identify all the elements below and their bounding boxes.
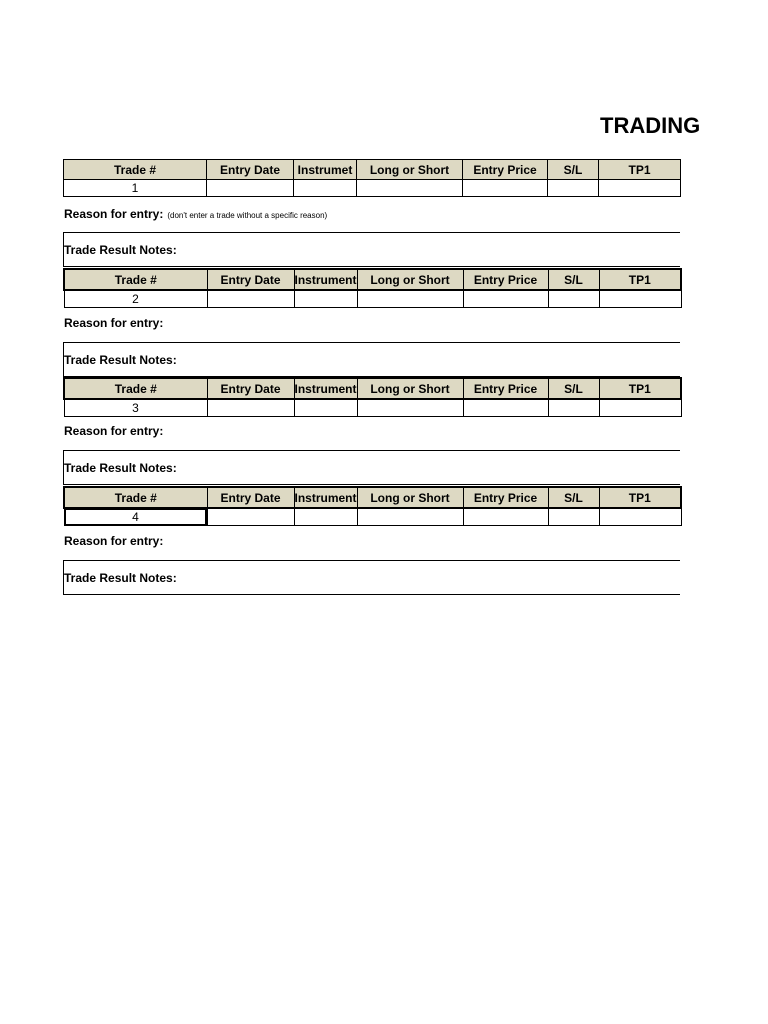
header-entry-price: Entry Price bbox=[463, 378, 548, 399]
trade-header-row bbox=[64, 160, 681, 180]
reason-for-entry-2 bbox=[64, 315, 163, 331]
trade-number-cell[interactable]: 2 bbox=[64, 290, 207, 308]
stop-loss-cell[interactable] bbox=[548, 508, 599, 526]
entry-date-cell[interactable] bbox=[207, 399, 294, 417]
trade-header-row bbox=[64, 378, 681, 399]
tp1-cell[interactable] bbox=[599, 508, 681, 526]
trade-result-notes-4[interactable] bbox=[63, 560, 680, 595]
header-stop-loss: S/L bbox=[548, 487, 599, 508]
header-trade-number: Trade # bbox=[64, 378, 207, 399]
header-trade-number: Trade # bbox=[64, 160, 207, 180]
trade-table-3 bbox=[63, 377, 682, 417]
header-instrument: Instrument bbox=[294, 378, 357, 399]
header-entry-date: Entry Date bbox=[207, 487, 294, 508]
tp1-cell[interactable] bbox=[599, 290, 681, 308]
entry-date-cell[interactable] bbox=[207, 290, 294, 308]
trade-header-row bbox=[64, 269, 681, 290]
header-stop-loss: S/L bbox=[548, 378, 599, 399]
tp1-cell[interactable] bbox=[599, 180, 681, 197]
entry-date-cell[interactable] bbox=[207, 180, 294, 197]
header-tp1: TP1 bbox=[599, 160, 681, 180]
instrument-cell[interactable] bbox=[294, 399, 357, 417]
instrument-cell[interactable] bbox=[294, 508, 357, 526]
notes-label: Trade Result Notes: bbox=[64, 461, 177, 475]
trade-value-row bbox=[64, 399, 681, 417]
header-instrument: Instrument bbox=[294, 269, 357, 290]
long-or-short-cell[interactable] bbox=[357, 180, 463, 197]
reason-for-entry-4 bbox=[64, 533, 163, 549]
trade-result-notes-2[interactable] bbox=[63, 342, 680, 377]
stop-loss-cell[interactable] bbox=[548, 180, 599, 197]
reason-label: Reason for entry: bbox=[64, 534, 164, 548]
entry-price-cell[interactable] bbox=[463, 508, 548, 526]
long-or-short-cell[interactable] bbox=[357, 508, 463, 526]
reason-label: Reason for entry: bbox=[64, 316, 164, 330]
notes-label: Trade Result Notes: bbox=[64, 353, 177, 367]
header-entry-price: Entry Price bbox=[463, 487, 548, 508]
header-tp1: TP1 bbox=[599, 269, 681, 290]
header-instrument: Instrument bbox=[294, 487, 357, 508]
header-entry-price: Entry Price bbox=[463, 160, 548, 180]
header-tp1: TP1 bbox=[599, 487, 681, 508]
header-stop-loss: S/L bbox=[548, 269, 599, 290]
reason-label: Reason for entry: bbox=[64, 424, 164, 438]
header-instrument: Instrumet bbox=[294, 160, 357, 180]
header-entry-date: Entry Date bbox=[207, 269, 294, 290]
instrument-cell[interactable] bbox=[294, 290, 357, 308]
header-entry-date: Entry Date bbox=[207, 378, 294, 399]
header-long-or-short: Long or Short bbox=[357, 160, 463, 180]
trade-value-row bbox=[64, 290, 681, 308]
trade-number-cell[interactable]: 1 bbox=[64, 180, 207, 197]
header-long-or-short: Long or Short bbox=[357, 487, 463, 508]
trade-number-cell[interactable]: 3 bbox=[64, 399, 207, 417]
reason-label: Reason for entry: bbox=[64, 207, 164, 221]
trade-result-notes-3[interactable] bbox=[63, 450, 680, 485]
header-stop-loss: S/L bbox=[548, 160, 599, 180]
header-long-or-short: Long or Short bbox=[357, 269, 463, 290]
entry-date-cell[interactable] bbox=[207, 508, 294, 526]
trade-table-4 bbox=[63, 486, 682, 526]
header-trade-number: Trade # bbox=[64, 487, 207, 508]
long-or-short-cell[interactable] bbox=[357, 290, 463, 308]
trade-header-row bbox=[64, 487, 681, 508]
header-trade-number: Trade # bbox=[64, 269, 207, 290]
notes-label: Trade Result Notes: bbox=[64, 571, 177, 585]
trade-value-row bbox=[64, 508, 681, 526]
header-long-or-short: Long or Short bbox=[357, 378, 463, 399]
reason-note: (don't enter a trade without a specific reason) bbox=[167, 211, 328, 220]
entry-price-cell[interactable] bbox=[463, 399, 548, 417]
stop-loss-cell[interactable] bbox=[548, 290, 599, 308]
tp1-cell[interactable] bbox=[599, 399, 681, 417]
entry-price-cell[interactable] bbox=[463, 290, 548, 308]
trade-table-1 bbox=[63, 159, 681, 197]
trade-number-cell[interactable]: 4 bbox=[64, 508, 207, 526]
header-entry-price: Entry Price bbox=[463, 269, 548, 290]
trade-result-notes-1[interactable] bbox=[63, 232, 680, 267]
header-entry-date: Entry Date bbox=[207, 160, 294, 180]
instrument-cell[interactable] bbox=[294, 180, 357, 197]
page-title: TRADING bbox=[600, 113, 701, 138]
notes-label: Trade Result Notes: bbox=[64, 243, 177, 257]
trade-value-row bbox=[64, 180, 681, 197]
reason-for-entry-3 bbox=[64, 423, 163, 439]
header-tp1: TP1 bbox=[599, 378, 681, 399]
reason-for-entry-1 bbox=[64, 206, 327, 224]
entry-price-cell[interactable] bbox=[463, 180, 548, 197]
long-or-short-cell[interactable] bbox=[357, 399, 463, 417]
stop-loss-cell[interactable] bbox=[548, 399, 599, 417]
trade-table-2 bbox=[63, 268, 682, 308]
